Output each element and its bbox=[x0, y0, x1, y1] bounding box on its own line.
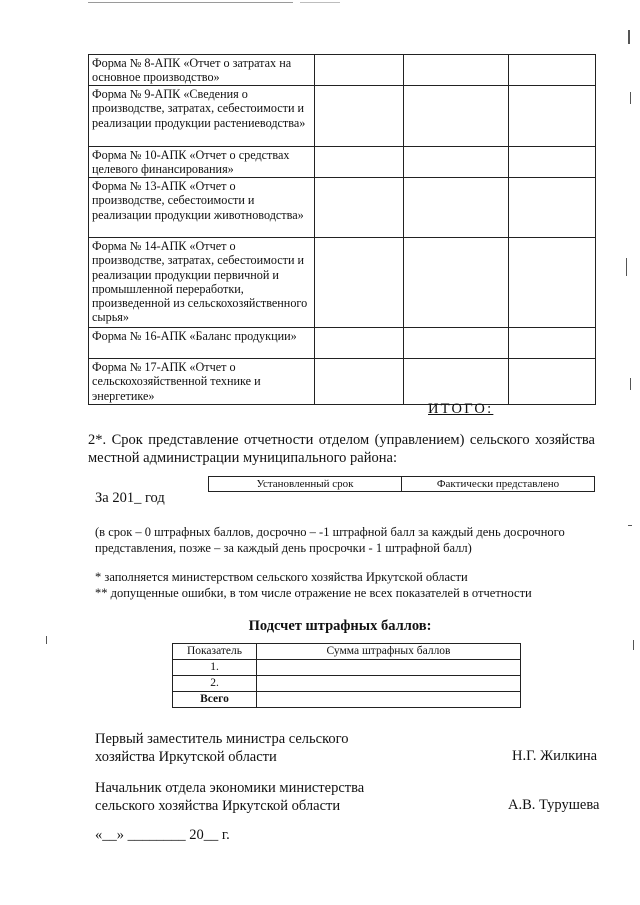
value-cell bbox=[404, 328, 509, 359]
first-signatory-title bbox=[95, 730, 349, 766]
second-signatory-title bbox=[95, 779, 364, 815]
reports-forms-table bbox=[88, 54, 596, 405]
table-row bbox=[89, 238, 596, 328]
value-cell bbox=[509, 86, 596, 147]
form-name-cell: Форма № 9-АПК «Сведения о производстве, затратах, себестоимости и реализации продукции растениеводства» bbox=[89, 86, 315, 147]
indicator-cell: 2. bbox=[173, 676, 257, 692]
scan-top-line bbox=[88, 2, 293, 3]
table-row bbox=[89, 359, 596, 405]
title-line: сельского хозяйства Иркутской области bbox=[95, 798, 341, 814]
title-line: Первый заместитель министра сельского bbox=[95, 731, 349, 747]
table-row bbox=[173, 660, 521, 676]
title-line: хозяйства Иркутской области bbox=[95, 749, 277, 765]
table-row bbox=[173, 676, 521, 692]
value-cell bbox=[315, 147, 404, 178]
scan-edge-mark bbox=[633, 640, 634, 650]
value-cell bbox=[509, 147, 596, 178]
scan-edge-mark bbox=[630, 378, 631, 390]
value-cell bbox=[315, 86, 404, 147]
penalty-score-table bbox=[172, 643, 521, 708]
footnotes bbox=[95, 570, 605, 601]
table-row bbox=[89, 328, 596, 359]
date-line: «__» ________ 20__ г. bbox=[95, 827, 230, 843]
form-name-cell: Форма № 17-АПК «Отчет о сельскохозяйственной технике и энергетике» bbox=[89, 359, 315, 405]
value-cell bbox=[509, 359, 596, 405]
table-row bbox=[89, 55, 596, 86]
indicator-header: Показатель bbox=[173, 644, 257, 660]
score-title: Подсчет штрафных баллов: bbox=[248, 618, 432, 634]
total-cell: Всего bbox=[173, 692, 257, 708]
table-row bbox=[89, 86, 596, 147]
sum-cell bbox=[257, 692, 521, 708]
first-signatory-name: Н.Г. Жилкина bbox=[512, 748, 598, 764]
scan-top-line bbox=[300, 2, 340, 3]
value-cell bbox=[404, 238, 509, 328]
value-cell bbox=[509, 178, 596, 238]
form-name-cell: Форма № 14-АПК «Отчет о производстве, затратах, себестоимости и реализации продукции первичной и промышленной переработки, произведенной из сельскохозяйственного сырья» bbox=[89, 238, 315, 328]
scan-edge-mark bbox=[628, 30, 630, 44]
value-cell bbox=[315, 238, 404, 328]
table-row bbox=[173, 692, 521, 708]
title-line: Начальник отдела экономики министерства bbox=[95, 780, 365, 796]
table-row bbox=[209, 477, 595, 492]
value-cell bbox=[509, 328, 596, 359]
year-label: За 201_ год bbox=[95, 490, 165, 506]
value-cell bbox=[509, 55, 596, 86]
value-cell bbox=[404, 55, 509, 86]
form-name-cell: Форма № 8-АПК «Отчет о затратах на основное производство» bbox=[89, 55, 315, 86]
footnote-2: ** допущенные ошибки, в том числе отражение не всех показателей в отчетности bbox=[95, 585, 532, 600]
deadline-table bbox=[208, 476, 595, 492]
scan-edge-mark bbox=[628, 525, 632, 526]
value-cell bbox=[404, 178, 509, 238]
form-name-cell: Форма № 13-АПК «Отчет о производстве, себестоимости и реализации продукции животноводства» bbox=[89, 178, 315, 238]
value-cell bbox=[509, 238, 596, 328]
actual-submission-header: Фактически представлено bbox=[402, 477, 595, 492]
scan-edge-mark bbox=[630, 92, 631, 104]
sum-cell bbox=[257, 660, 521, 676]
value-cell bbox=[315, 178, 404, 238]
total-label: ИТОГО: bbox=[428, 401, 494, 417]
table-row bbox=[89, 178, 596, 238]
table-row bbox=[89, 147, 596, 178]
scan-edge-mark bbox=[626, 258, 627, 276]
indicator-cell: 1. bbox=[173, 660, 257, 676]
penalty-rule-text: (в срок – 0 штрафных баллов, досрочно – -1 штрафной балл за каждый день досрочного представления, позже – за каждый день просрочки - 1 штрафной балл) bbox=[95, 525, 565, 555]
value-cell bbox=[315, 55, 404, 86]
footnote-1: * заполняется министерством сельского хозяйства Иркутской области bbox=[95, 570, 468, 584]
form-name-cell: Форма № 16-АПК «Баланс продукции» bbox=[89, 328, 315, 359]
sum-cell bbox=[257, 676, 521, 692]
sum-header: Сумма штрафных баллов bbox=[257, 644, 521, 660]
value-cell bbox=[404, 86, 509, 147]
value-cell bbox=[315, 359, 404, 405]
section-2-text: 2*. Срок представление отчетности отделом (управлением) сельского хозяйства местной администрации муниципального района: bbox=[88, 432, 595, 466]
established-deadline-header: Установленный срок bbox=[209, 477, 402, 492]
scan-edge-mark bbox=[46, 636, 47, 644]
value-cell bbox=[404, 359, 509, 405]
table-row bbox=[173, 644, 521, 660]
form-name-cell: Форма № 10-АПК «Отчет о средствах целевого финансирования» bbox=[89, 147, 315, 178]
value-cell bbox=[315, 328, 404, 359]
value-cell bbox=[404, 147, 509, 178]
second-signatory-name: А.В. Турушева bbox=[508, 797, 600, 813]
